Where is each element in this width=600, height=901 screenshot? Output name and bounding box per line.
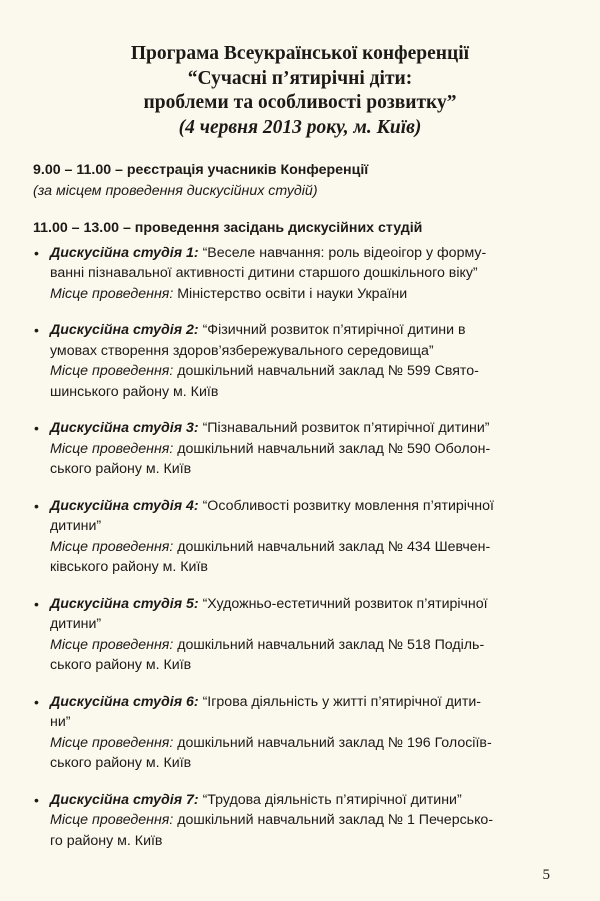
studio-topic: “Ігрова діяльність у житті п’ятирічної дити- — [198, 693, 481, 710]
studio-venue-cont: ського району м. Київ — [50, 755, 192, 771]
venue-label: Місце проведення: — [50, 636, 174, 653]
studio-name: Дискусійна студія 5: — [50, 595, 199, 612]
program-title — [0, 42, 600, 140]
studio-name: Дискусійна студія 7: — [50, 791, 199, 808]
title-line-4-date: (4 червня 2013 року, м. Київ) — [178, 116, 422, 138]
title-line-3: проблеми та особливості розвитку” — [143, 92, 457, 113]
list-item — [33, 496, 563, 578]
studio-topic: “Трудова діяльність п’ятирічної дитини” — [198, 791, 462, 808]
bullet-icon: • — [34, 497, 39, 514]
studio-topic: “Художньо-естетичний розвиток п’ятирічної — [198, 595, 488, 612]
studio-topic-cont: дитини” — [50, 518, 102, 534]
studio-venue-cont: ського району м. Київ — [50, 657, 192, 673]
studio-venue-cont: го району м. Київ — [50, 832, 163, 849]
studio-name: Дискусійна студія 4: — [50, 497, 199, 514]
bullet-icon: • — [34, 322, 39, 338]
page-number: 5 — [542, 867, 550, 883]
studio-name: Дискусійна студія 6: — [50, 693, 199, 710]
studio-topic-cont: ванні пізнавальної активності дитини старшого дошкільного віку” — [50, 265, 478, 281]
bullet-icon: • — [34, 693, 39, 710]
list-item — [33, 790, 563, 852]
title-line-1: Програма Всеукраїнської конференції — [130, 43, 470, 64]
venue-label: Місце проведення: — [50, 363, 174, 379]
title-line-2: “Сучасні п’ятирічні діти: — [187, 67, 413, 89]
list-item — [33, 594, 563, 676]
studio-name: Дискусійна студія 2: — [50, 322, 199, 338]
bullet-icon: • — [34, 791, 39, 808]
studio-list — [33, 243, 563, 852]
venue-label: Місце проведення: — [50, 538, 174, 555]
studio-topic-cont: умовах створення здоров’язбережувального середовища” — [50, 342, 434, 359]
bullet-icon: • — [34, 595, 39, 612]
list-item — [33, 418, 563, 480]
studio-venue: дошкільний навчальний заклад № 590 Оболон- — [173, 440, 491, 457]
registration-note: (за місцем проведення дискусійних студій) — [33, 182, 318, 199]
studio-topic: “Особливості розвитку мовлення п’ятирічної — [198, 497, 494, 514]
studio-venue: дошкільний навчальний заклад № 599 Свято- — [173, 363, 479, 379]
studio-venue-cont: ського району м. Київ — [50, 461, 192, 477]
studio-venue: дошкільний навчальний заклад № 1 Печерсько- — [173, 812, 494, 828]
studio-venue: дошкільний навчальний заклад № 196 Голосіїв- — [173, 734, 492, 751]
studio-venue-cont: ківського району м. Київ — [50, 559, 208, 575]
list-item — [33, 320, 563, 402]
studio-topic: “Веселе навчання: роль відеоігор у форму- — [198, 244, 487, 261]
venue-label: Місце проведення: — [50, 734, 174, 751]
bullet-icon: • — [34, 244, 39, 261]
studio-name: Дискусійна студія 1: — [50, 244, 199, 261]
registration-time: 9.00 – 11.00 – реєстрація учасників Конференції — [33, 162, 369, 178]
venue-label: Місце проведення: — [50, 440, 174, 457]
studio-venue: Міністерство освіти і науки України — [173, 285, 408, 302]
studio-topic-cont: дитини” — [50, 616, 102, 632]
venue-label: Місце проведення: — [50, 812, 174, 828]
bullet-icon: • — [34, 420, 39, 436]
studio-venue: дошкільний навчальний заклад № 518 Поділь- — [173, 636, 485, 653]
studio-topic: “Пізнавальний розвиток п’ятирічної дитини” — [198, 420, 490, 436]
studio-venue-cont: шинського району м. Київ — [50, 383, 219, 400]
list-item — [33, 243, 563, 305]
venue-label: Місце проведення: — [50, 285, 174, 302]
sessions-time: 11.00 – 13.00 – проведення засідань дискусійних студій — [33, 220, 423, 236]
studio-name: Дискусійна студія 3: — [50, 420, 199, 436]
list-item — [33, 692, 563, 774]
studio-topic-cont: ни” — [50, 714, 71, 730]
studio-topic: “Фізичний розвиток п’ятирічної дитини в — [198, 322, 466, 338]
program-content — [33, 160, 563, 867]
studio-venue: дошкільний навчальний заклад № 434 Шевчен- — [173, 538, 491, 555]
